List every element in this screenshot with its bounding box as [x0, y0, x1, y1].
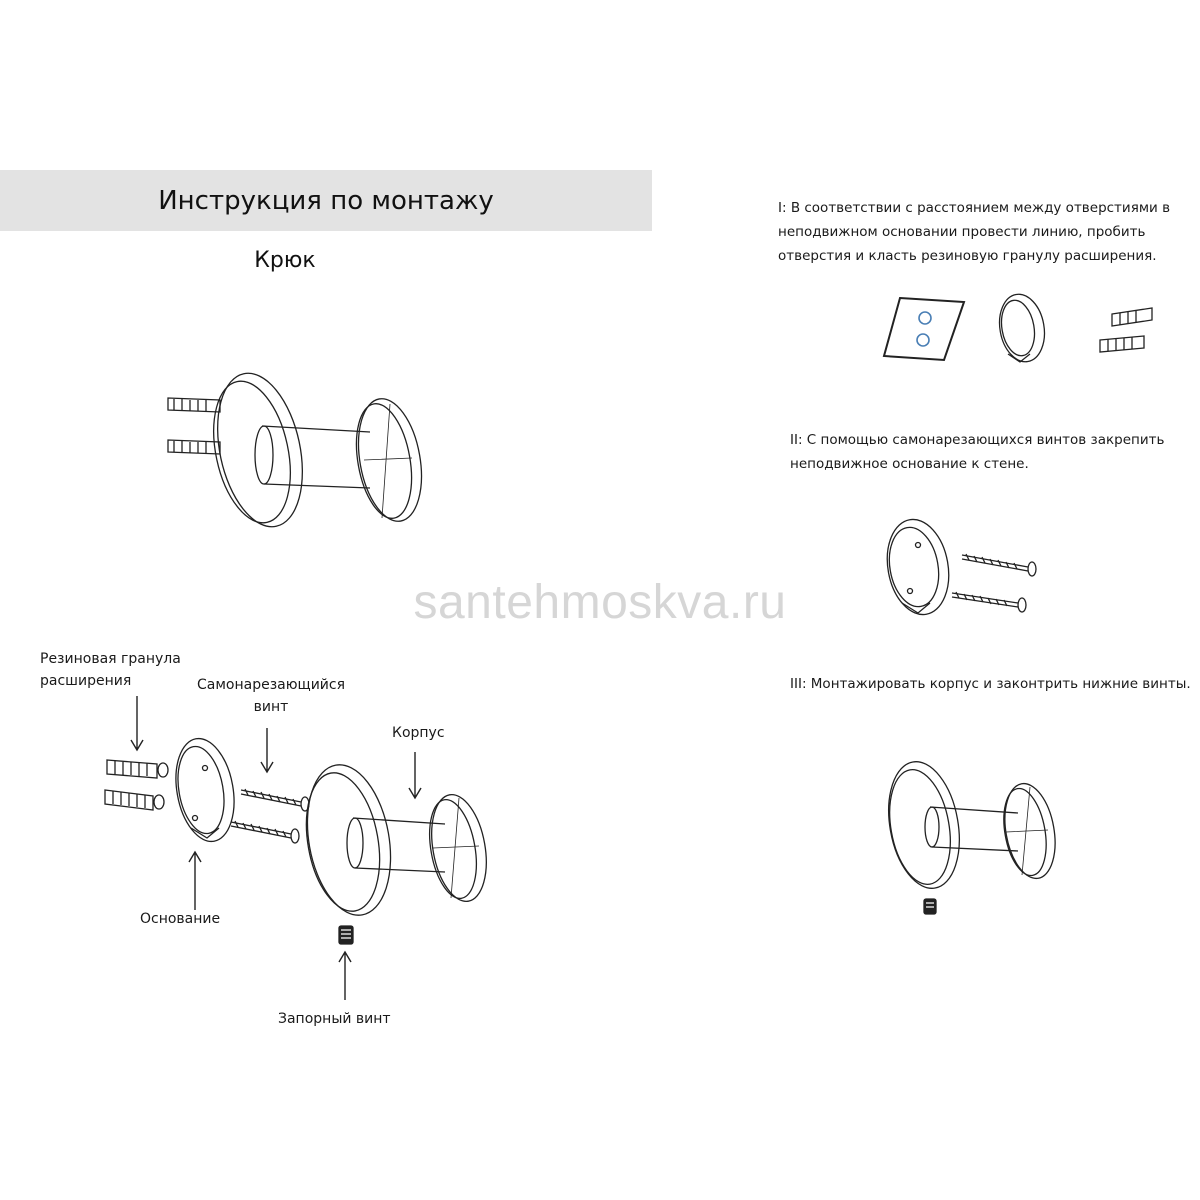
mounting-base-icon	[168, 734, 241, 846]
step-1-illustration	[880, 290, 1150, 370]
lock-screw-icon	[339, 926, 353, 944]
title-banner	[0, 170, 652, 231]
product-subtitle: Крюк	[254, 248, 316, 273]
exploded-view-illustration	[95, 690, 495, 1010]
step-1-text: I: В соответствии с расстоянием между отверстиями в неподвижном основании провести линию, пробить отверстия и класть резиновую гранулу расширения.	[778, 200, 1171, 264]
base-label: Основание	[140, 911, 221, 927]
step-2-illustration	[880, 515, 1050, 625]
hook-assembled-illustration	[160, 360, 440, 540]
anchor-plugs-icon	[105, 760, 168, 810]
page-title: Инструкция по монтажу	[158, 185, 494, 216]
lock-screw-label: Запорный винт	[278, 1011, 391, 1027]
anchor-label: Резиновая гранула расширения	[40, 651, 181, 689]
lock-screw-icon	[924, 899, 936, 914]
self-tapping-screws-icon	[231, 789, 309, 843]
screw-label: Самонарезающийся винт	[196, 677, 346, 715]
watermark: santehmoskva.ru	[413, 576, 787, 629]
step-3-illustration	[880, 755, 1080, 920]
arrow-icon	[131, 696, 421, 1000]
anchor-plugs-icon	[168, 398, 220, 454]
self-tapping-screws-icon	[952, 554, 1036, 612]
mounting-base-icon	[880, 515, 956, 620]
hook-body-icon	[879, 756, 1062, 894]
step-2-text: II: С помощью самонарезающихся винтов закрепить неподвижное основание к стене.	[790, 432, 1165, 472]
mounting-base-icon	[994, 291, 1049, 366]
hook-body-icon	[296, 758, 494, 922]
wall-hole-marking-icon	[884, 298, 964, 360]
body-label: Корпус	[392, 725, 445, 741]
anchor-plugs-icon	[1100, 308, 1152, 352]
step-3-text: III: Монтажировать корпус и законтрить нижние винты.	[790, 676, 1191, 692]
